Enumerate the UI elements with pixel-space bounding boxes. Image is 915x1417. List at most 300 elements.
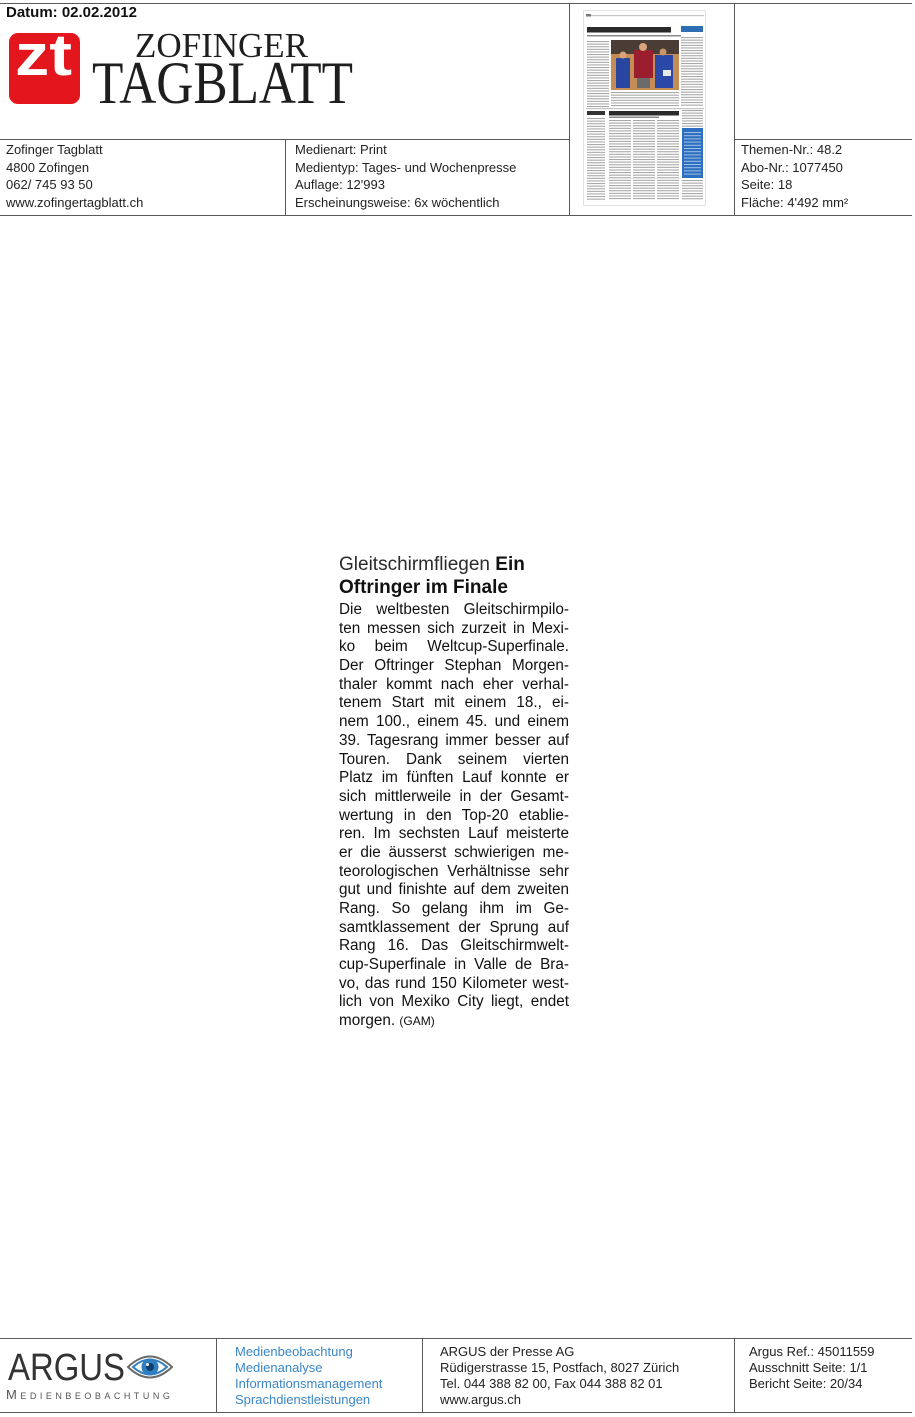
thumbnail-text-line xyxy=(609,177,631,178)
thumbnail-text-line xyxy=(587,49,609,50)
body-line: Rang 16. Das Gleitschirmwelt- xyxy=(339,937,569,955)
thumbnail-text-line xyxy=(657,195,679,196)
thumbnail-text-line xyxy=(657,146,679,147)
thumbnail-text-line xyxy=(657,130,679,131)
circulation: Auflage: 12'993 xyxy=(295,177,385,193)
thumbnail-text-line xyxy=(682,193,703,194)
thumbnail-text-line xyxy=(633,162,655,163)
thumbnail-text-line xyxy=(657,198,679,199)
thumbnail-text-line xyxy=(657,188,679,189)
body-line: cup-Superfinale in Valle de Bra- xyxy=(339,956,569,974)
thumbnail-text-line xyxy=(633,125,655,126)
thumbnail-text-line xyxy=(587,57,609,58)
footer-divider-3 xyxy=(734,1338,735,1412)
thumbnail-text-line xyxy=(587,123,605,124)
thumbnail-text-line xyxy=(609,149,631,150)
thumbnail-text-line xyxy=(681,81,703,82)
thumbnail-text-line xyxy=(609,154,631,155)
thumbnail-text-line xyxy=(633,185,655,186)
thumbnail-text-line xyxy=(633,130,655,131)
publisher-phone: 062/ 745 93 50 xyxy=(6,177,93,193)
thumbnail-text-line xyxy=(681,40,703,41)
thumbnail-text-line xyxy=(587,85,609,86)
thumbnail-text-line xyxy=(657,138,679,139)
thumbnail-text-line xyxy=(681,79,703,80)
body-line: 39. Tagesrang immer besser auf xyxy=(339,731,569,749)
service-item: Medienbeobachtung xyxy=(235,1344,353,1359)
thumbnail-text-line xyxy=(609,167,631,168)
thumbnail-text-line xyxy=(657,159,679,160)
headline-line-1 xyxy=(339,553,571,576)
thumbnail-subline xyxy=(587,35,681,37)
thumbnail-text-line xyxy=(657,162,679,163)
thumbnail-text-line xyxy=(682,185,703,186)
thumbnail-text-line xyxy=(587,51,609,52)
thumbnail-text-line xyxy=(633,141,655,142)
thumbnail-page-number xyxy=(586,14,591,17)
thumbnail-text-line xyxy=(609,195,631,196)
thumbnail-text-line xyxy=(682,188,703,189)
thumbnail-text-line xyxy=(681,84,703,85)
body-line: thaler kommt nach eher verhal- xyxy=(339,675,569,693)
body-line: wertung in den Top-20 etablie- xyxy=(339,806,569,824)
thumbnail-text-line xyxy=(681,99,703,100)
thumbnail-text-line xyxy=(609,175,631,176)
thumbnail-text-line xyxy=(587,103,609,104)
thumbnail-text-line xyxy=(681,45,703,46)
thumbnail-text-line xyxy=(657,133,679,134)
header-divider-info xyxy=(285,139,286,215)
thumbnail-text-line xyxy=(633,169,655,170)
thumbnail-text-line xyxy=(681,55,703,56)
page-number: Seite: 18 xyxy=(741,177,793,193)
thumbnail-text-line xyxy=(682,115,703,116)
body-line-text: morgen. xyxy=(339,1012,396,1030)
thumbnail-text-line xyxy=(633,175,655,176)
thumbnail-text-line xyxy=(682,110,703,111)
thumbnail-text-line xyxy=(587,59,609,60)
thumbnail-text-line xyxy=(587,141,605,142)
thumbnail-section-tag xyxy=(681,26,703,32)
thumbnail-text-line xyxy=(587,67,609,68)
publication-name-line-1: ZOFINGER xyxy=(135,26,309,65)
thumbnail-text-line xyxy=(657,185,679,186)
thumbnail-text-line xyxy=(657,136,679,137)
publisher-address: 4800 Zofingen xyxy=(6,159,90,175)
media-info xyxy=(295,141,516,211)
thumbnail-text-line xyxy=(587,167,605,168)
argus-tagline: Medienbeobachtung xyxy=(6,1387,174,1402)
thumbnail-text-line xyxy=(633,143,655,144)
thumbnail-small-headline xyxy=(587,111,605,115)
body-line: Die weltbesten Gleitschirmpilo- xyxy=(339,601,569,618)
thumbnail-text-line xyxy=(609,123,631,124)
clipping-info xyxy=(741,141,848,211)
thumbnail-text-line xyxy=(587,149,605,150)
report-page: Bericht Seite: 20/34 xyxy=(749,1376,863,1391)
service-item: Medienanalyse xyxy=(235,1360,323,1375)
thumbnail-info-box-line xyxy=(684,161,701,162)
thumbnail-text-line xyxy=(657,125,679,126)
thumbnail-info-box-line xyxy=(684,132,701,133)
thumbnail-text-line xyxy=(609,146,631,147)
thumbnail-text-line xyxy=(681,97,703,98)
article-body xyxy=(339,601,569,1031)
thumbnail-text-line xyxy=(633,180,655,181)
thumbnail-text-line xyxy=(657,120,679,121)
thumbnail-text-line xyxy=(609,141,631,142)
body-line: lich von Mexiko City liegt, endet xyxy=(339,993,569,1011)
body-line: teorologischen Verhältnisse sehr xyxy=(339,862,569,880)
thumbnail-text-line xyxy=(633,182,655,183)
thumbnail-text-line xyxy=(587,44,609,45)
body-line: Rang. So gelang ihm im Ge- xyxy=(339,900,569,917)
thumbnail-text-line xyxy=(609,182,631,183)
subscription-number: Abo-Nr.: 1077450 xyxy=(741,159,843,175)
body-line: ren. Im sechsten Lauf meisterte xyxy=(339,825,569,843)
thumbnail-text-line xyxy=(609,143,631,144)
publisher-name: Zofinger Tagblatt xyxy=(6,142,103,157)
thumbnail-text-line xyxy=(587,180,605,181)
thumbnail-text-line xyxy=(633,198,655,199)
thumbnail-player-center xyxy=(634,50,653,78)
publication-frequency: Erscheinungsweise: 6x wöchentlich xyxy=(295,194,500,210)
thumbnail-text-line xyxy=(633,120,655,121)
body-line: Der Oftringer Stephan Morgen- xyxy=(339,657,569,675)
logo-mark-text: zt xyxy=(15,23,72,88)
thumbnail-text-line xyxy=(633,188,655,189)
thumbnail-text-line xyxy=(633,133,655,134)
thumbnail-text-line xyxy=(657,164,679,165)
thumbnail-text-line xyxy=(587,96,609,97)
company-website: www.argus.ch xyxy=(440,1392,521,1407)
eye-highlight xyxy=(146,1363,149,1366)
thumbnail-divider xyxy=(586,109,704,110)
thumbnail-text-line xyxy=(587,183,605,184)
body-last-line xyxy=(339,1012,569,1031)
eye-icon xyxy=(128,1357,172,1378)
thumbnail-text-line xyxy=(587,106,609,107)
thumbnail-text-line xyxy=(587,165,605,166)
thumbnail-text-line xyxy=(633,156,655,157)
thumbnail-text-line xyxy=(587,54,609,55)
thumbnail-text-line xyxy=(609,156,631,157)
thumbnail-text-line xyxy=(609,128,631,129)
thumbnail-info-box-line xyxy=(684,158,701,159)
thumbnail-text-line xyxy=(611,92,679,93)
thumbnail-text-line xyxy=(587,191,605,192)
thumbnail-text-line xyxy=(587,188,605,189)
thumbnail-text-line xyxy=(611,100,679,101)
thumbnail-text-line xyxy=(609,130,631,131)
thumbnail-text-line xyxy=(587,160,605,161)
thumbnail-text-line xyxy=(587,62,609,63)
company-street: Rüdigerstrasse 15, Postfach, 8027 Zürich xyxy=(440,1360,680,1375)
thumbnail-text-line xyxy=(682,113,703,114)
thumbnail-text-line xyxy=(587,134,605,135)
body-line: Touren. Dank seinem vierten xyxy=(339,750,569,768)
thumbnail-text-line xyxy=(587,136,605,137)
thumbnail-text-line xyxy=(657,172,679,173)
thumbnail-text-line xyxy=(587,144,605,145)
thumbnail-text-line xyxy=(657,182,679,183)
thumbnail-text-line xyxy=(681,58,703,59)
thumbnail-text-line xyxy=(587,41,609,42)
thumbnail-info-box-line xyxy=(684,174,701,175)
thumbnail-text-line xyxy=(609,190,631,191)
thumbnail-text-line xyxy=(587,70,609,71)
thumbnail-text-line xyxy=(657,141,679,142)
thumbnail-text-line xyxy=(587,128,605,129)
thumbnail-text-line xyxy=(587,173,605,174)
thumbnail-text-line xyxy=(657,193,679,194)
thumbnail-text-line xyxy=(587,121,605,122)
thumbnail-text-line xyxy=(611,97,679,98)
thumbnail-text-line xyxy=(681,92,703,93)
thumbnail-text-line xyxy=(681,63,703,64)
thumbnail-text-line xyxy=(681,73,703,74)
thumbnail-text-line xyxy=(609,169,631,170)
thumbnail-info-box-line xyxy=(684,135,701,136)
thumbnail-text-line xyxy=(609,133,631,134)
thumbnail-text-line xyxy=(633,136,655,137)
footer-divider-1 xyxy=(216,1338,217,1412)
thumbnail-text-line xyxy=(609,198,631,199)
thumbnail-text-line xyxy=(657,123,679,124)
thumbnail-second-subline xyxy=(609,117,659,119)
headline-line-2: Oftringer im Finale xyxy=(339,577,508,598)
thumbnail-text-line xyxy=(587,199,605,200)
thumbnail-text-line xyxy=(587,186,605,187)
thumbnail-player-right-head xyxy=(660,49,667,56)
thumbnail-info-box-line xyxy=(684,148,701,149)
thumbnail-info-box-line xyxy=(684,154,701,155)
thumbnail-text-line xyxy=(681,105,703,106)
service-item: Sprachdienstleistungen xyxy=(235,1392,371,1407)
thumbnail-player-left xyxy=(616,58,630,88)
thumbnail-text-line xyxy=(681,53,703,54)
thumbnail-text-line xyxy=(682,123,703,124)
thumbnail-text-line xyxy=(609,162,631,163)
thumbnail-text-line xyxy=(587,80,609,81)
service-item: Informationsmanagement xyxy=(235,1376,383,1391)
thumbnail-text-line xyxy=(681,68,703,69)
thumbnail-text-line xyxy=(587,157,605,158)
thumbnail-text-line xyxy=(681,86,703,87)
thumbnail-text-line xyxy=(587,98,609,99)
thumbnail-player-right-number xyxy=(663,70,671,76)
thumbnail-info-box-line xyxy=(684,138,701,139)
body-line: gut und finishte auf dem zweiten xyxy=(339,881,569,899)
thumbnail-text-line xyxy=(681,89,703,90)
media-category: Medientyp: Tages- und Wochenpresse xyxy=(295,159,517,175)
thumbnail-text-line xyxy=(681,37,703,38)
thumbnail-text-line xyxy=(633,190,655,191)
publication-name-line-2: TAGBLATT xyxy=(92,50,353,112)
company-phone-fax: Tel. 044 388 82 00, Fax 044 388 82 01 xyxy=(440,1376,663,1391)
thumbnail-text-line xyxy=(633,146,655,147)
thumbnail-info-box-line xyxy=(684,170,701,171)
thumbnail-text-line xyxy=(609,151,631,152)
thumbnail-text-line xyxy=(681,60,703,61)
thumbnail-text-line xyxy=(657,180,679,181)
thumbnail-text-line xyxy=(609,120,631,121)
body-line: vo, das rund 150 Kilometer west- xyxy=(339,974,569,992)
body-line: ten messen sich zurzeit in Mexi- xyxy=(339,619,569,637)
thumbnail-text-line xyxy=(682,196,703,197)
thumbnail-text-line xyxy=(657,169,679,170)
thumbnail-text-line xyxy=(609,188,631,189)
thumbnail-text-line xyxy=(682,120,703,121)
thumbnail-photo xyxy=(611,40,679,90)
thumbnail-text-line xyxy=(657,128,679,129)
footer-bottom-rule xyxy=(0,1412,912,1413)
thumbnail-text-line xyxy=(609,180,631,181)
thumbnail-text-line xyxy=(633,149,655,150)
header-bottom-rule xyxy=(0,215,912,216)
newspaper-page-thumbnail xyxy=(583,10,707,207)
thumbnail-text-line xyxy=(657,177,679,178)
thumbnail-text-line xyxy=(682,126,703,127)
thumbnail-headline xyxy=(587,27,671,33)
body-line: tenem Start mit einem 18., ei- xyxy=(339,694,569,712)
thumbnail-text-line xyxy=(587,83,609,84)
thumbnail-text-line xyxy=(587,46,609,47)
thumbnail-text-line xyxy=(657,167,679,168)
header-middle-rule-right xyxy=(734,139,912,140)
thumbnail-text-line xyxy=(587,147,605,148)
thumbnail-text-line xyxy=(681,66,703,67)
thumbnail-text-line xyxy=(587,162,605,163)
thumbnail-text-line xyxy=(633,138,655,139)
media-type: Medienart: Print xyxy=(295,142,387,157)
argus-company-address xyxy=(440,1344,679,1408)
thumbnail-info-box-line xyxy=(684,145,701,146)
body-line: ko beim Weltcup-Superfinale. xyxy=(339,638,569,656)
thumbnail-text-line xyxy=(609,172,631,173)
clipping-page: Ausschnitt Seite: 1/1 xyxy=(749,1360,868,1375)
topic-number: Themen-Nr.: 48.2 xyxy=(741,142,843,157)
argus-services xyxy=(235,1344,382,1408)
thumbnail-text-line xyxy=(609,185,631,186)
thumbnail-text-line xyxy=(587,75,609,76)
thumbnail-text-line xyxy=(609,125,631,126)
thumbnail-text-line xyxy=(609,164,631,165)
clipping-area: Fläche: 4'492 mm² xyxy=(741,194,849,210)
thumbnail-text-line xyxy=(681,47,703,48)
thumbnail-text-line xyxy=(587,131,605,132)
thumbnail-text-line xyxy=(657,190,679,191)
thumbnail-text-line xyxy=(633,172,655,173)
thumbnail-text-line xyxy=(682,190,703,191)
footer-divider-2 xyxy=(422,1338,423,1412)
article-author: (GAM) xyxy=(399,1014,435,1029)
thumbnail-info-box-line xyxy=(684,167,701,168)
thumbnail-text-line xyxy=(657,143,679,144)
thumbnail-text-line xyxy=(681,71,703,72)
article-headline xyxy=(339,553,571,599)
thumbnail-info-box-line xyxy=(684,151,701,152)
thumbnail-player-center-head xyxy=(639,43,647,51)
thumbnail-info-box-line xyxy=(684,142,701,143)
thumbnail-text-line xyxy=(657,151,679,152)
company-name: ARGUS der Presse AG xyxy=(440,1344,575,1359)
thumbnail-info-box-line xyxy=(684,164,701,165)
body-line: sich mittlerweile in der Gesamt- xyxy=(339,787,569,805)
thumbnail-text-line xyxy=(611,102,679,103)
thumbnail-text-line xyxy=(587,118,605,119)
body-line: er die äusserst schwierigen me- xyxy=(339,843,569,861)
argus-reference xyxy=(749,1344,875,1392)
thumbnail-text-line xyxy=(587,178,605,179)
thumbnail-text-line xyxy=(681,76,703,77)
thumbnail-text-line xyxy=(587,175,605,176)
argus-logo xyxy=(0,1338,216,1388)
thumbnail-second-headline xyxy=(609,111,679,116)
thumbnail-text-line xyxy=(633,159,655,160)
argus-wordmark: ARGUS xyxy=(8,1347,125,1388)
thumbnail-text-line xyxy=(657,154,679,155)
thumbnail-player-left-head xyxy=(620,52,627,59)
thumbnail-text-line xyxy=(657,149,679,150)
thumbnail-text-line xyxy=(682,183,703,184)
thumbnail-text-line xyxy=(587,77,609,78)
article-kicker: Gleitschirmfliegen xyxy=(339,554,490,575)
body-line: samtklassement der Sprung auf xyxy=(339,918,569,936)
header-divider-thumbnail-left xyxy=(569,3,570,215)
thumbnail-text-line xyxy=(682,118,703,119)
headline-part-1: Ein xyxy=(495,554,525,575)
thumbnail-text-line xyxy=(682,198,703,199)
thumbnail-text-line xyxy=(587,152,605,153)
thumbnail-text-line xyxy=(633,193,655,194)
thumbnail-text-line xyxy=(611,95,679,96)
thumbnail-text-line xyxy=(587,126,605,127)
thumbnail-text-line xyxy=(657,156,679,157)
thumbnail-text-line xyxy=(609,138,631,139)
thumbnail-player-center-legs xyxy=(637,78,650,88)
thumbnail-text-line xyxy=(681,102,703,103)
thumbnail-text-line xyxy=(587,93,609,94)
clipping-date: Datum: 02.02.2012 xyxy=(6,4,137,21)
thumbnail-text-line xyxy=(609,136,631,137)
body-line: nem 100., einem 45. und einem xyxy=(339,713,569,731)
thumbnail-text-line xyxy=(609,159,631,160)
thumbnail-text-line xyxy=(633,128,655,129)
thumbnail-text-line xyxy=(587,196,605,197)
argus-ref-number: Argus Ref.: 45011559 xyxy=(749,1344,875,1359)
thumbnail-text-line xyxy=(657,175,679,176)
header-divider-thumbnail-right xyxy=(734,3,735,215)
body-line: Platz im fünften Lauf konnte er xyxy=(339,769,569,787)
publication-logo xyxy=(0,0,360,112)
thumbnail-text-line xyxy=(682,180,703,181)
thumbnail-text-line xyxy=(587,64,609,65)
thumbnail-text-line xyxy=(587,88,609,89)
thumbnail-text-line xyxy=(587,154,605,155)
thumbnail-text-line xyxy=(587,170,605,171)
thumbnail-masthead-line xyxy=(586,15,704,16)
thumbnail-text-line xyxy=(633,123,655,124)
thumbnail-text-line xyxy=(681,50,703,51)
thumbnail-text-line xyxy=(633,167,655,168)
thumbnail-text-line xyxy=(681,94,703,95)
thumbnail-text-line xyxy=(633,164,655,165)
thumbnail-text-line xyxy=(587,101,609,102)
thumbnail-text-line xyxy=(633,177,655,178)
thumbnail-text-line xyxy=(681,42,703,43)
thumbnail-text-line xyxy=(587,139,605,140)
